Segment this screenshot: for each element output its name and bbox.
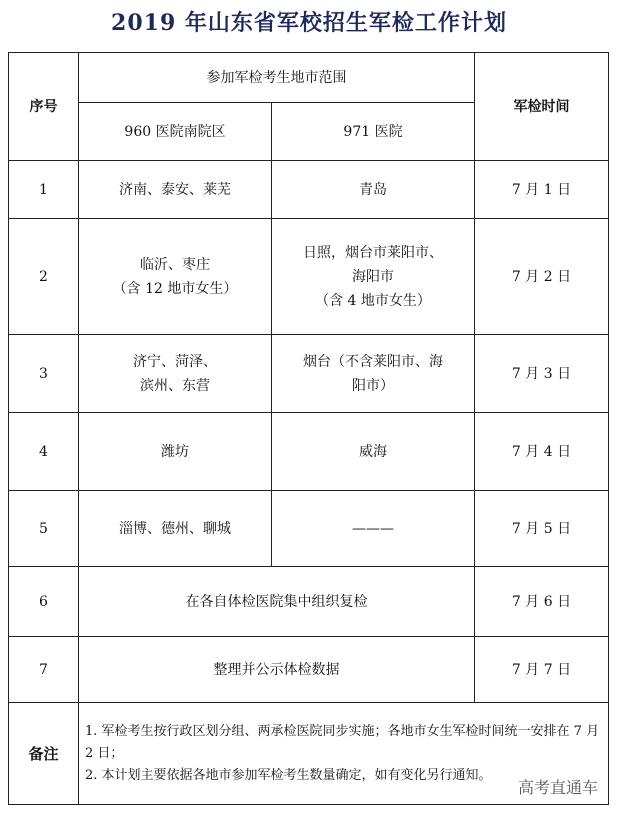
row-seq: 6 bbox=[9, 567, 79, 637]
row-hospital-a-cities bbox=[79, 413, 272, 491]
row-seq: 1 bbox=[9, 161, 79, 219]
row-time: 7 月 2 日 bbox=[475, 219, 609, 335]
row-seq: 3 bbox=[9, 335, 79, 413]
watermark: 高考直通车 bbox=[514, 775, 602, 798]
plan-table bbox=[8, 52, 609, 805]
header-seq: 序号 bbox=[9, 53, 79, 161]
table-row bbox=[9, 413, 609, 491]
city-line: 青岛 bbox=[359, 181, 387, 198]
table-body bbox=[9, 161, 609, 703]
row-hospital-b-cities bbox=[272, 161, 475, 219]
table-row bbox=[9, 491, 609, 567]
row-hospital-a-cities bbox=[79, 219, 272, 335]
table-row bbox=[9, 637, 609, 703]
city-line: 日照，烟台市莱阳市、 bbox=[303, 244, 443, 261]
row-hospital-a-cities bbox=[79, 161, 272, 219]
table-row bbox=[9, 567, 609, 637]
row-time: 7 月 7 日 bbox=[475, 637, 609, 703]
row-hospital-b-cities bbox=[272, 491, 475, 567]
header-scope: 参加军检考生地市范围 bbox=[79, 53, 475, 103]
table-row bbox=[9, 219, 609, 335]
row-time: 7 月 3 日 bbox=[475, 335, 609, 413]
city-line: 潍坊 bbox=[161, 443, 189, 460]
city-line: 烟台（不含莱阳市、海 bbox=[303, 353, 443, 370]
row-hospital-b-cities bbox=[272, 335, 475, 413]
notes-line-2: 2. 本计划主要依据各地市参加军检考生数量确定，如有变化另行通知。 bbox=[85, 767, 492, 783]
notes-label: 备注 bbox=[9, 703, 79, 805]
row-seq: 2 bbox=[9, 219, 79, 335]
notes-line-1: 1. 军检考生按行政区划分组、两承检医院同步实施；各地市女生军检时间统一安排在 7 月 2 日； bbox=[85, 723, 600, 761]
city-line: （含 4 地市女生） bbox=[315, 292, 431, 309]
row-merged: 在各自体检医院集中组织复检 bbox=[79, 567, 475, 637]
row-seq: 7 bbox=[9, 637, 79, 703]
table-row bbox=[9, 335, 609, 413]
city-line: 滨州、东营 bbox=[140, 377, 210, 394]
row-merged: 整理并公示体检数据 bbox=[79, 637, 475, 703]
city-line: （含 12 地市女生） bbox=[112, 280, 238, 297]
city-line: ——— bbox=[352, 520, 394, 537]
row-time: 7 月 1 日 bbox=[475, 161, 609, 219]
row-hospital-b-cities bbox=[272, 413, 475, 491]
row-hospital-a-cities bbox=[79, 491, 272, 567]
city-line: 济宁、菏泽、 bbox=[133, 353, 217, 370]
row-time: 7 月 4 日 bbox=[475, 413, 609, 491]
header-time: 军检时间 bbox=[475, 53, 609, 161]
page-title: 2019 年山东省军校招生军检工作计划 bbox=[111, 10, 507, 36]
city-line: 威海 bbox=[359, 443, 387, 460]
row-seq: 5 bbox=[9, 491, 79, 567]
city-line: 临沂、枣庄 bbox=[140, 256, 210, 273]
header-hospital-a: 960 医院南院区 bbox=[79, 103, 272, 161]
city-line: 海阳市 bbox=[352, 268, 394, 285]
header-hospital-b: 971 医院 bbox=[272, 103, 475, 161]
city-line: 济南、泰安、莱芜 bbox=[119, 181, 231, 198]
row-time: 7 月 6 日 bbox=[475, 567, 609, 637]
row-hospital-b-cities bbox=[272, 219, 475, 335]
row-hospital-a-cities bbox=[79, 335, 272, 413]
city-line: 阳市） bbox=[352, 377, 394, 394]
table-row bbox=[9, 161, 609, 219]
row-seq: 4 bbox=[9, 413, 79, 491]
row-time: 7 月 5 日 bbox=[475, 491, 609, 567]
city-line: 淄博、德州、聊城 bbox=[119, 520, 231, 537]
